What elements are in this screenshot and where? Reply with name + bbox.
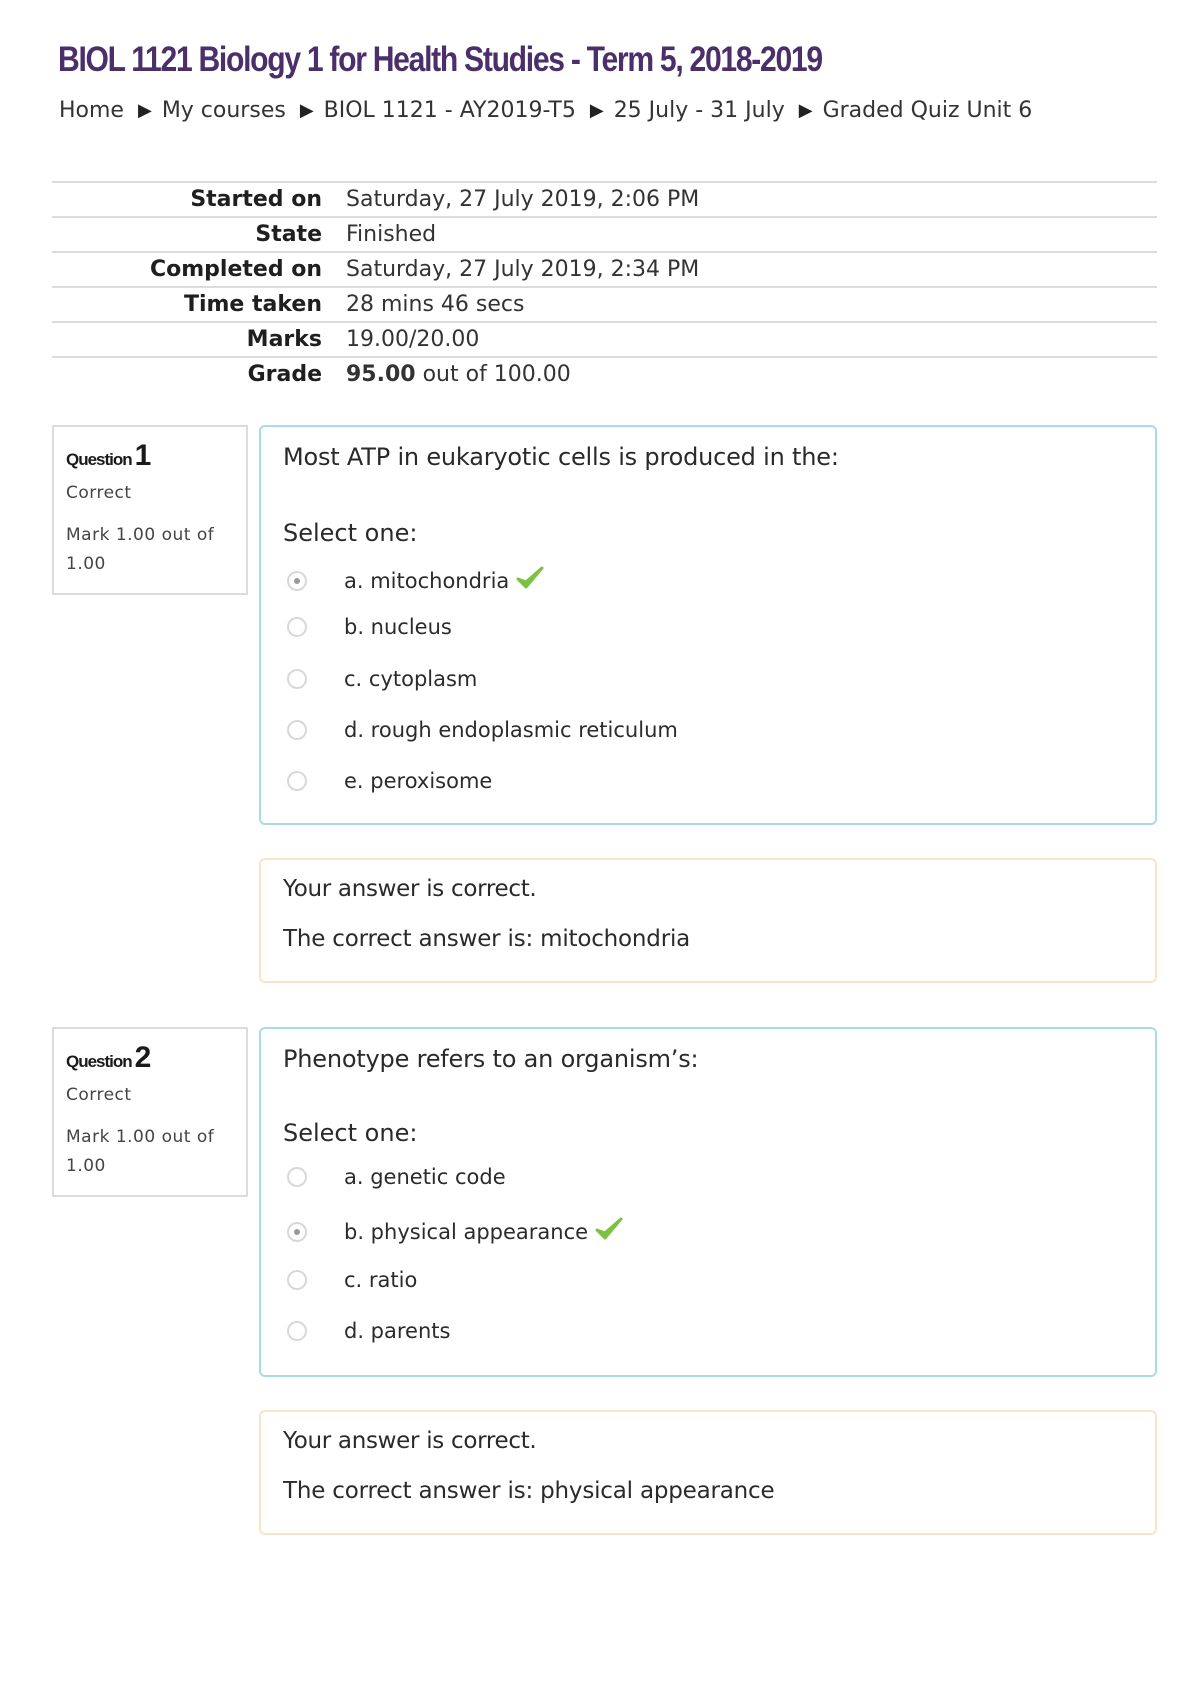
answer-option-e[interactable] [287, 769, 492, 793]
question-1-feedback [259, 858, 1157, 983]
summary-label: Started on [52, 182, 342, 217]
course-title: BIOL 1121 Biology 1 for Health Studies - Term 5, 2018-2019 [58, 40, 822, 79]
question-label: Question [66, 1052, 132, 1071]
attempt-summary-table [52, 181, 1157, 391]
radio-button[interactable] [287, 1167, 307, 1187]
feedback-text: Your answer is correct. [283, 1428, 537, 1454]
question-number-value: 2 [134, 1041, 152, 1074]
answer-option-c[interactable] [287, 667, 477, 691]
breadcrumb-week[interactable]: 25 July - 31 July [613, 98, 785, 123]
right-answer-text: The correct answer is: physical appearance [283, 1478, 775, 1504]
breadcrumb-separator-icon: ▶ [798, 100, 813, 121]
question-label: Question [66, 450, 132, 469]
select-one-prompt: Select one: [283, 1119, 418, 1147]
answer-option-b[interactable] [287, 615, 452, 639]
question-number [66, 439, 234, 473]
question-2-formulation [259, 1027, 1157, 1377]
question-text: Phenotype refers to an organism’s: [283, 1045, 699, 1073]
question-2-info [52, 1027, 248, 1197]
check-icon [515, 565, 545, 596]
summary-value: 28 mins 46 secs [342, 287, 1157, 322]
question-mark: Mark 1.00 out of 1.00 [66, 1127, 215, 1176]
radio-button[interactable] [287, 771, 307, 791]
option-label: d. parents [344, 1319, 451, 1343]
grade-score: 95.00 [346, 362, 416, 387]
summary-value: Saturday, 27 July 2019, 2:34 PM [342, 252, 1157, 287]
radio-button[interactable] [287, 1321, 307, 1341]
summary-row-state [52, 217, 1157, 252]
question-number-value: 1 [134, 439, 152, 472]
summary-row-time-taken [52, 287, 1157, 322]
summary-row-grade [52, 357, 1157, 391]
radio-button[interactable] [287, 617, 307, 637]
summary-label: Completed on [52, 252, 342, 287]
radio-button-selected[interactable] [287, 571, 307, 591]
question-state: Correct [66, 1085, 132, 1105]
radio-button[interactable] [287, 1270, 307, 1290]
right-answer-text: The correct answer is: mitochondria [283, 926, 691, 952]
breadcrumb [59, 98, 1032, 123]
question-2-feedback [259, 1410, 1157, 1535]
question-1-formulation [259, 425, 1157, 825]
breadcrumb-my-courses[interactable]: My courses [161, 98, 286, 123]
question-number [66, 1041, 234, 1075]
breadcrumb-course[interactable]: BIOL 1121 - AY2019-T5 [323, 98, 576, 123]
summary-value: 19.00/20.00 [342, 322, 1157, 357]
summary-value [342, 357, 1157, 391]
question-text: Most ATP in eukaryotic cells is produced in the: [283, 443, 839, 471]
breadcrumb-home[interactable]: Home [59, 98, 124, 123]
answer-option-a[interactable] [287, 1165, 506, 1189]
feedback-text: Your answer is correct. [283, 876, 537, 902]
option-label: b. physical appearance [344, 1219, 589, 1244]
breadcrumb-separator-icon: ▶ [299, 100, 314, 121]
question-mark: Mark 1.00 out of 1.00 [66, 525, 215, 574]
grade-suffix: out of 100.00 [415, 362, 571, 387]
radio-button[interactable] [287, 720, 307, 740]
radio-button-selected[interactable] [287, 1222, 307, 1242]
summary-value: Saturday, 27 July 2019, 2:06 PM [342, 182, 1157, 217]
answer-option-d[interactable] [287, 1319, 450, 1343]
question-state: Correct [66, 483, 132, 503]
summary-label: Time taken [52, 287, 342, 322]
option-label: d. rough endoplasmic reticulum [344, 718, 678, 742]
answer-option-a[interactable] [287, 565, 545, 596]
summary-row-completed [52, 252, 1157, 287]
summary-label: Grade [52, 357, 342, 391]
question-1-info [52, 425, 248, 595]
option-label: b. nucleus [344, 615, 452, 639]
breadcrumb-separator-icon: ▶ [137, 100, 152, 121]
answer-option-c[interactable] [287, 1268, 417, 1292]
option-label: c. cytoplasm [344, 667, 478, 691]
check-icon [594, 1216, 624, 1247]
option-label: e. peroxisome [344, 769, 493, 793]
option-label: c. ratio [344, 1268, 418, 1292]
summary-label: Marks [52, 322, 342, 357]
breadcrumb-quiz[interactable]: Graded Quiz Unit 6 [822, 98, 1033, 123]
option-label: a. genetic code [344, 1165, 506, 1189]
select-one-prompt: Select one: [283, 519, 418, 547]
summary-value: Finished [342, 217, 1157, 252]
summary-row-started [52, 182, 1157, 217]
radio-button[interactable] [287, 669, 307, 689]
breadcrumb-separator-icon: ▶ [589, 100, 604, 121]
summary-label: State [52, 217, 342, 252]
answer-option-b[interactable] [287, 1216, 624, 1247]
answer-option-d[interactable] [287, 718, 678, 742]
option-label: a. mitochondria [344, 568, 510, 593]
summary-row-marks [52, 322, 1157, 357]
